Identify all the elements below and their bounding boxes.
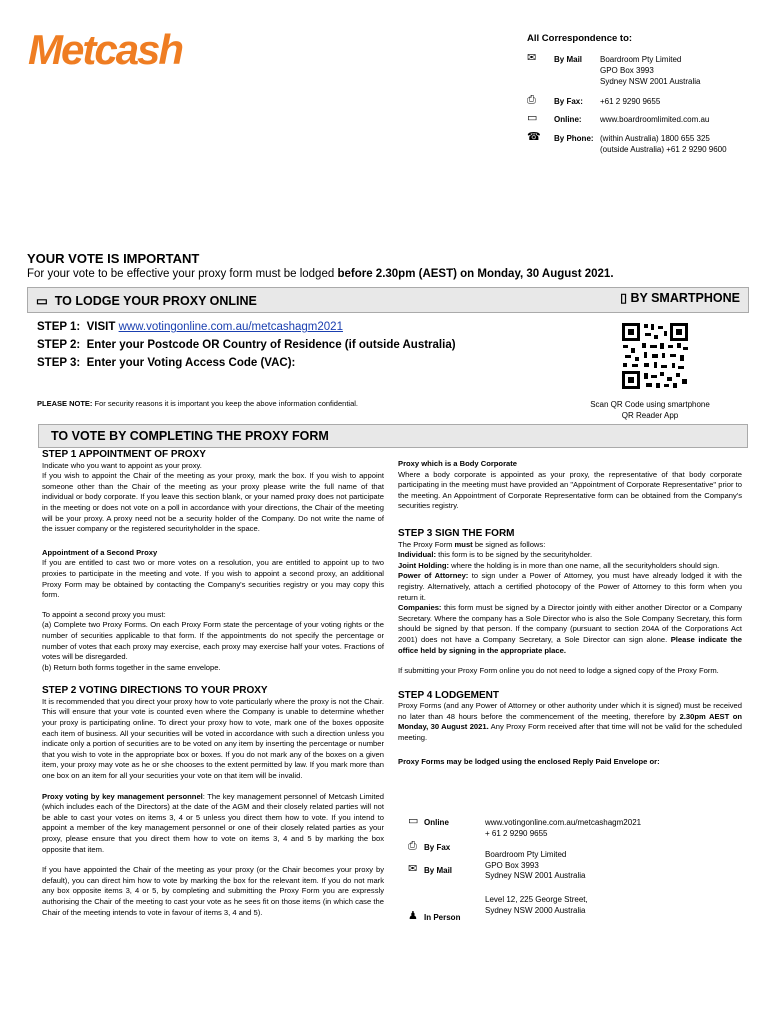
body-corporate-body: Where a body corporate is appointed as your proxy, the representative of that body corporate participating in the meeting must have provided an "Appointment of Corporate Representative" prior to the meeting. An Appointment of Corporate Representative form can be obtained from the Company's securities registry. bbox=[398, 469, 742, 511]
qr-caption: Scan QR Code using smartphone QR Reader App bbox=[590, 400, 710, 420]
lodge-value: Boardroom Pty Limited GPO Box 3993 Sydney NSW 2001 Australia bbox=[485, 850, 586, 880]
metcash-logo: Metcash bbox=[28, 26, 183, 73]
corr-value[interactable]: www.boardroomlimited.com.au bbox=[600, 115, 710, 124]
envelope-icon: ✉ bbox=[527, 52, 537, 64]
companies-line: Companies: this form must be signed by a Director jointly with either another Director or a Company Secretary. Where the company has a Sole Director who is also the Sole Company Secretary, this form should be signed by that person. If the company (pursuant to section 204A of the Corporations Act 2001) does not have a Company Secretary, a Sole Director can sign alone. Please indicate the office held by signing in the appropriate place. bbox=[398, 603, 742, 655]
computer-icon: ▭ bbox=[527, 112, 538, 124]
lodge-value: www.votingonline.com.au/metcashagm2021 + 61 2 9290 9655 bbox=[485, 818, 642, 838]
lodge-online-url[interactable]: www.votingonline.com.au/metcashagm2021 bbox=[485, 818, 642, 827]
lodge-online-title: ▭ TO LODGE YOUR PROXY ONLINE bbox=[36, 294, 257, 308]
lodge-label: In Person bbox=[424, 913, 461, 922]
joint-line: Joint Holding: where the holding is in more than one name, all the securityholders should sign. bbox=[398, 560, 720, 570]
computer-icon: ▭ bbox=[408, 815, 419, 827]
step1-heading: STEP 1 APPOINTMENT OF PROXY bbox=[42, 449, 206, 460]
fax-icon: ⎙ bbox=[408, 840, 417, 852]
correspondence-title: All Correspondence to: bbox=[527, 33, 633, 44]
poa-line: Power of Attorney: to sign under a Power of Attorney, you must have already lodged it with the registry. Alternatively, attach a certified photocopy of the Power of Attorney to this form when you return it. bbox=[398, 571, 742, 602]
second-proxy-b: (b) Return both forms together in the same envelope. bbox=[42, 662, 221, 672]
smartphone-title: ▯ BY SMARTPHONE bbox=[620, 291, 740, 305]
person-icon: ♟ bbox=[408, 910, 418, 922]
reply-paid-heading: Proxy Forms may be lodged using the enclosed Reply Paid Envelope or: bbox=[398, 756, 660, 766]
step-2: STEP 2: Enter your Postcode OR Country of Residence (if outside Australia) bbox=[37, 339, 456, 351]
step-1: STEP 1: VISIT www.votingonline.com.au/metcashagm2021 bbox=[37, 321, 343, 333]
step1-body: If you wish to appoint the Chair of the meeting as your proxy, mark the box. If you wish to appoint someone other than the Chair of the meeting as your proxy please write the full name of that individual or body corporate. If you leave this section blank, or your named proxy does not participate in the meeting or does not vote on a poll in accordance with your directions, the Chair of the meeting will be your proxy. A proxy need not be a security holder of the Company. Do not write the name of the issuer company or the registered securityholder in the space. bbox=[42, 471, 384, 534]
step4-body: Proxy Forms (and any Power of Attorney or other authority under which it is signed) must be received no later than 48 hours before the commencement of the meeting, therefore by 2.30pm AEST on Monday, 30 August 2021. Any Proxy Form received after that time will not be valid for the scheduled meeting. bbox=[398, 701, 743, 743]
step4-heading: STEP 4 LODGEMENT bbox=[398, 689, 499, 701]
lodge-value: Level 12, 225 George Street, Sydney NSW 2000 Australia bbox=[485, 895, 588, 915]
qr-code bbox=[620, 321, 690, 391]
corr-value: Boardroom Pty Limited GPO Box 3993 Sydney NSW 2001 Australia bbox=[600, 55, 701, 86]
lodge-label: By Fax bbox=[424, 843, 451, 852]
second-proxy-body: If you are entitled to cast two or more votes on a resolution, you are entitled to appoint up to two proxies to participate in the meeting and vote. If you wish to appoint a second proxy, an additional Proxy Form may be obtained by contacting the Company's securities registry or you may copy this form. bbox=[42, 558, 384, 600]
step2-body: It is recommended that you direct your proxy how to vote particularly where the proxy is not the Chair. This will ensure that your vote is counted even where the Company is unable to determine whether your proxy is participating online. To direct your proxy how to vote, mark one of the boxes opposite each item of business. All your securities will be voted in accordance with such a direction unless you indicate only a portion of securities are to be voted on any item by inserting the percentage or number that you wish to vote in the appropriate box or boxes. If you do not mark any of the boxes on a given item, your proxy may vote as he or she chooses to the extent permitted by law. If you mark more than one box on an item for all your securities your vote on that item will be invalid. bbox=[42, 696, 384, 781]
vote-heading: YOUR VOTE IS IMPORTANT bbox=[27, 251, 200, 266]
left-column bbox=[42, 450, 384, 918]
corr-label: By Fax: bbox=[554, 97, 583, 106]
second-proxy-heading: Appointment of a Second Proxy bbox=[42, 547, 158, 557]
voting-link[interactable]: www.votingonline.com.au/metcashagm2021 bbox=[118, 321, 343, 333]
envelope-icon: ✉ bbox=[408, 863, 418, 875]
second-proxy-a: (a) Complete two Proxy Forms. On each Proxy Form state the percentage of your voting rights or the number of securities applicable to that form. If the appointments do not specify the percentage or number of votes that each proxy may exercise, each proxy may exercise half your votes. Fractions of votes will be disregarded. bbox=[42, 620, 384, 662]
step3-heading: STEP 3 SIGN THE FORM bbox=[398, 527, 515, 539]
corr-label: By Phone: bbox=[554, 134, 594, 143]
corr-label: By Mail bbox=[554, 55, 583, 64]
body-corporate-heading: Proxy which is a Body Corporate bbox=[398, 459, 517, 468]
security-note: PLEASE NOTE: For security reasons it is important you keep the above information confidential. bbox=[37, 399, 358, 408]
lodge-deadline: For your vote to be effective your proxy form must be lodged before 2.30pm (AEST) on Monday, 30 August 2021. bbox=[27, 268, 614, 280]
lodge-online-bar bbox=[27, 287, 749, 313]
corr-label: Online: bbox=[554, 115, 582, 124]
online-note: If submitting your Proxy Form online you do not need to lodge a signed copy of the Proxy Form. bbox=[398, 666, 719, 676]
step1-intro: Indicate who you want to appoint as your proxy. bbox=[42, 460, 202, 470]
corr-value: +61 2 9290 9655 bbox=[600, 97, 661, 106]
second-proxy-must: To appoint a second proxy you must: bbox=[42, 609, 166, 619]
fax-icon: ⎙ bbox=[527, 94, 536, 106]
individual-line: Individual: this form is to be signed by the securityholder. bbox=[398, 550, 593, 560]
step2-heading: STEP 2 VOTING DIRECTIONS TO YOUR PROXY bbox=[42, 685, 268, 697]
kmp-paragraph: Proxy voting by key management personnel: The key management personnel of Metcash Limited (which includes each of the Directors) at the date of the AGM and their closely related parties will not be able to cast your votes on items 3, 4 or 5 unless you direct them how to vote. If you intend to appoint a member of the key management personnel or one of their closely related parties as your proxy, please ensure that you direct them how to vote on items 3, 4 and 5 by marking the box opposite that item. bbox=[42, 791, 384, 854]
vote-form-title: TO VOTE BY COMPLETING THE PROXY FORM bbox=[51, 429, 329, 443]
lodge-label: Online bbox=[424, 818, 449, 827]
telephone-icon: ☎ bbox=[527, 131, 541, 143]
step3-intro: The Proxy Form must be signed as follows: bbox=[398, 539, 546, 549]
step-3: STEP 3: Enter your Voting Access Code (VAC): bbox=[37, 357, 296, 369]
lodge-label: By Mail bbox=[424, 866, 453, 875]
vote-form-bar bbox=[38, 424, 748, 448]
corr-value: (within Australia) 1800 655 325 (outside Australia) +61 2 9290 9600 bbox=[600, 134, 727, 154]
right-column bbox=[398, 459, 742, 767]
chair-paragraph: If you have appointed the Chair of the meeting as your proxy (or the Chair becomes your proxy by default), you can direct him how to vote by marking the box for the relevant item. If you do not mark any box opposite items 3, 4 or 5, by completing and submitting the Proxy Form you are expressly authorising the Chair of the meeting to cast your vote as he sees fit on those items (in which case the Chair of the meeting intends to vote in favour of items 3, 4 and 5). bbox=[42, 865, 384, 917]
